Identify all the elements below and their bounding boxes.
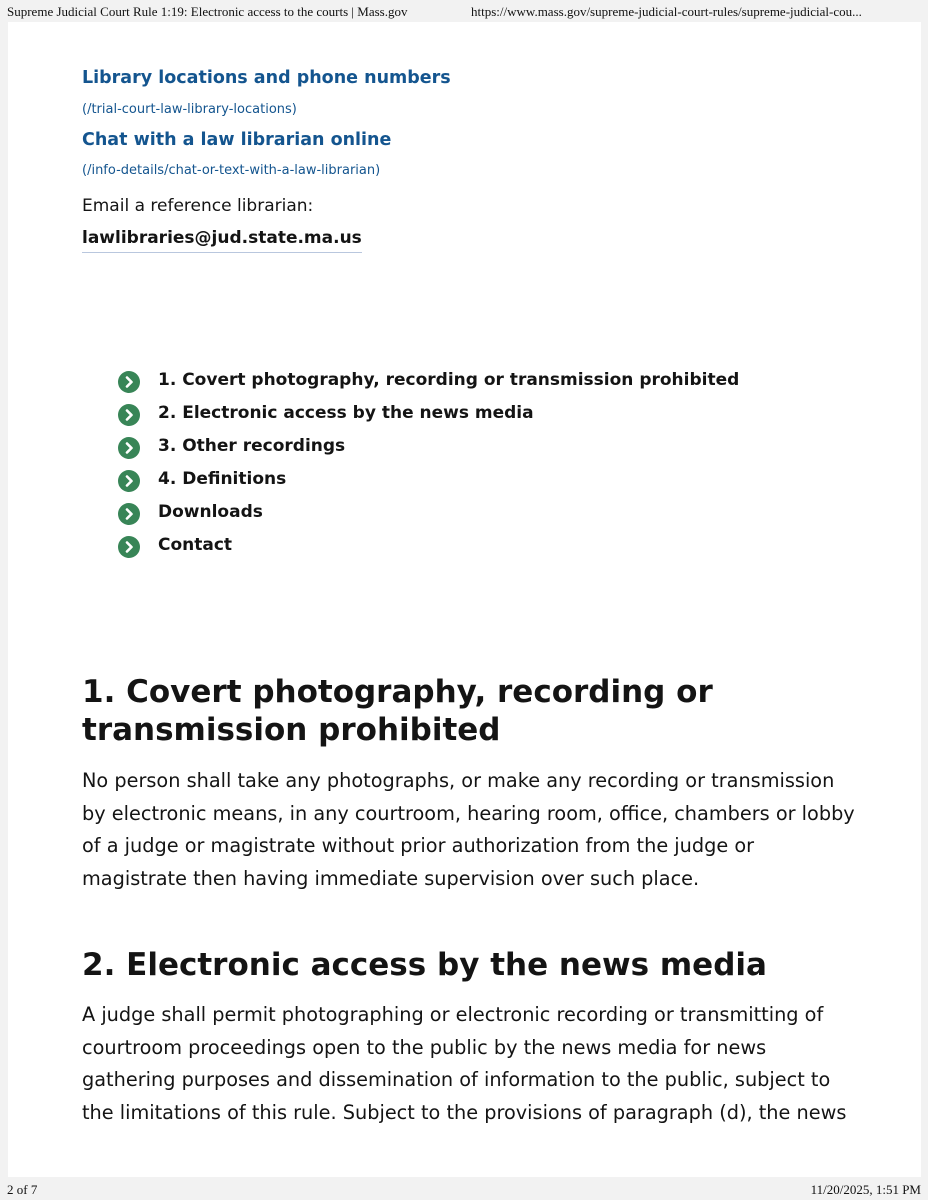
section-heading-covert-photography: 1. Covert photography, recording or transmission prohibited <box>82 674 713 748</box>
print-footer <box>0 1180 928 1200</box>
section-body-news-media: A judge shall permit photographing or electronic recording or transmitting of courtroom proceedings open to the public by the news media for news gathering purposes and dissemination of information to the public, subject to the limitations of this rule. Subject to the provisions of paragraph (d), the news <box>82 1003 847 1124</box>
print-header-url: https://www.mass.gov/supreme-judicial-court-rules/supreme-judicial-cou... <box>471 4 862 19</box>
email-label: Email a reference librarian: <box>82 196 314 216</box>
toc-item-label: 1. Covert photography, recording or transmission prohibited <box>158 370 740 390</box>
toc-item-label: Downloads <box>158 502 263 522</box>
email-link[interactable]: lawlibraries@jud.state.ma.us <box>82 228 362 253</box>
chevron-right-circle-icon <box>118 503 140 525</box>
chevron-right-circle-icon <box>118 404 140 426</box>
library-locations-link[interactable]: Library locations and phone numbers <box>82 68 451 88</box>
document-page <box>8 22 921 1177</box>
print-timestamp: 11/20/2025, 1:51 PM <box>810 1182 921 1197</box>
section-body-covert-photography: No person shall take any photographs, or make any recording or transmission by electronic means, in any courtroom, hearing room, office, chambers or lobby of a judge or magistrate without prior authorization from the judge or magistrate then having immediate supervision over such place. <box>82 769 855 890</box>
library-locations-url: (/trial-court-law-library-locations) <box>82 102 297 117</box>
page-number: 2 of 7 <box>7 1182 38 1197</box>
toc-item-label: Contact <box>158 535 233 555</box>
print-header-title: Supreme Judicial Court Rule 1:19: Electronic access to the courts | Mass.gov <box>7 4 408 19</box>
toc-item-label: 4. Definitions <box>158 469 287 489</box>
chat-librarian-url: (/info-details/chat-or-text-with-a-law-librarian) <box>82 163 381 178</box>
chevron-right-circle-icon <box>118 437 140 459</box>
chevron-right-circle-icon <box>118 536 140 558</box>
print-header <box>0 0 928 22</box>
chevron-right-circle-icon <box>118 371 140 393</box>
chevron-right-circle-icon <box>118 470 140 492</box>
section-heading-news-media: 2. Electronic access by the news media <box>82 947 767 983</box>
toc-item-label: 3. Other recordings <box>158 436 346 456</box>
toc-item-label: 2. Electronic access by the news media <box>158 403 534 423</box>
chat-librarian-link[interactable]: Chat with a law librarian online <box>82 130 392 150</box>
